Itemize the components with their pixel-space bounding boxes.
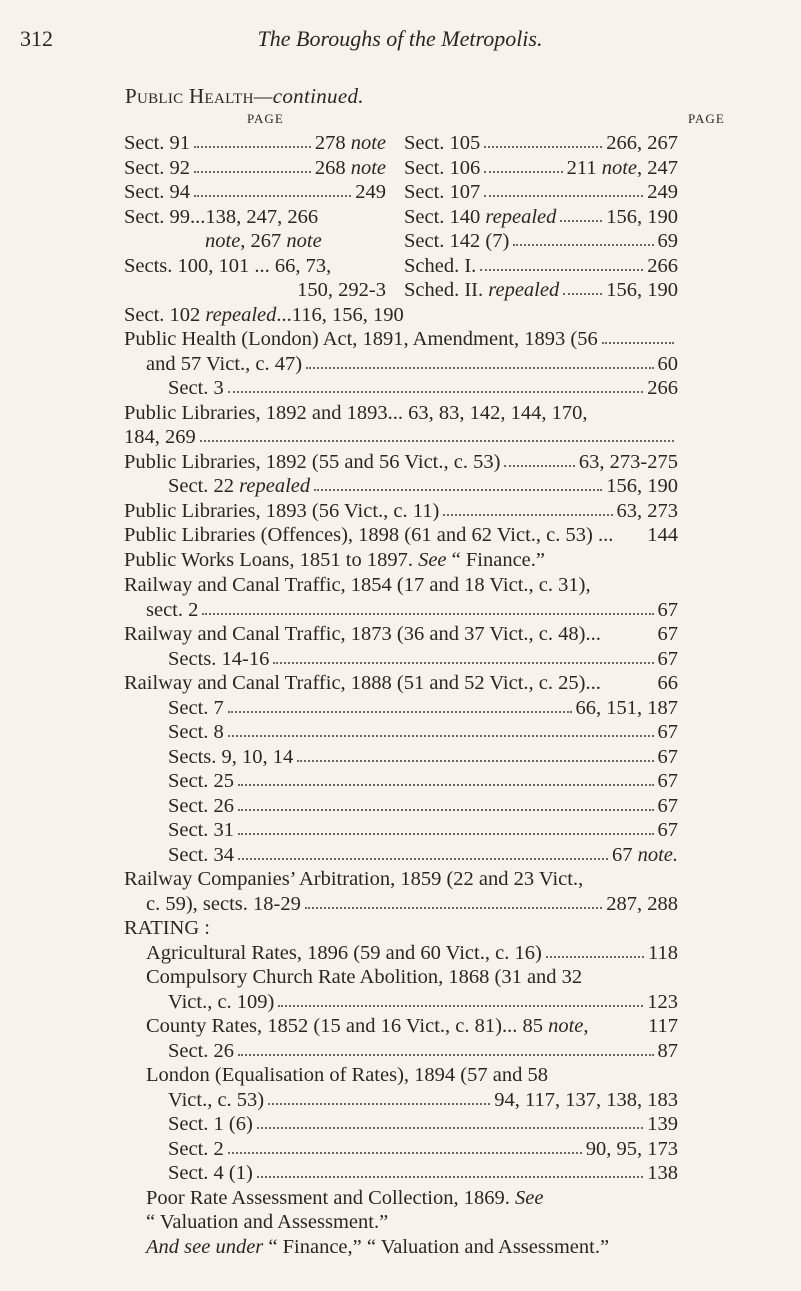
entry-label-part: Sect. 3 <box>168 377 224 399</box>
page-ref: 117 <box>648 1015 678 1037</box>
dot-leader <box>443 514 612 516</box>
entry-text: note <box>286 230 322 252</box>
dot-leader <box>228 711 572 713</box>
page-ref: , 247 <box>637 156 678 179</box>
page-ref: 249 <box>355 181 386 203</box>
entry-label-part: Sect. 105 <box>404 132 481 154</box>
entry-text: Railway Companies’ Arbitration, 1859 (22 and 23 Vict., <box>124 868 584 890</box>
entry-label-part: c. 59), sects. 18-29 <box>146 892 301 915</box>
page-ref: 287, 288 <box>606 892 678 915</box>
page-ref: 67 <box>657 598 678 621</box>
entry-text: Sect. 102 <box>124 303 206 326</box>
dot-leader <box>480 269 643 271</box>
entry-label-part: Sect. 7 <box>168 696 224 719</box>
page-ref: 90, 95, 173 <box>585 1137 678 1160</box>
page-ref: note <box>345 132 386 154</box>
page-ref: 156, 190 <box>606 475 678 497</box>
dot-leader <box>194 146 311 148</box>
page-number: 312 <box>20 26 53 51</box>
entry-pages <box>606 275 678 305</box>
dot-leader <box>273 662 653 664</box>
dot-leader <box>228 735 654 737</box>
page-ref: 67 <box>657 647 678 670</box>
dot-leader <box>560 220 602 222</box>
entry-label-part: Sect. 8 <box>168 721 224 743</box>
entry-text: See <box>514 1186 544 1209</box>
dot-leader <box>305 907 602 909</box>
entry-text: note <box>205 230 241 252</box>
entry-label-part: Sect. 92 <box>124 156 191 179</box>
dot-leader <box>228 391 643 393</box>
dot-leader <box>200 440 674 442</box>
dot-leader <box>504 465 574 467</box>
page-ref: 249 <box>647 181 678 203</box>
index-entry <box>146 1232 678 1262</box>
entry-label-part: Railway and Canal Traffic, 1888 (51 and 52 Vict., c. 25)... <box>124 672 601 694</box>
entry-text: Public Libraries, 1892 and 1893... 63, 83, 142, 144, 170, <box>124 401 588 424</box>
entry-text: “ Finance.” <box>446 548 545 571</box>
page-ref: 118 <box>648 941 678 964</box>
entry-label-part: County Rates, 1852 (15 and 16 Vict., c. 81)... 85 <box>146 1015 549 1037</box>
entry-label-part: Vict., c. 53) <box>168 1088 265 1111</box>
dot-leader <box>202 613 653 615</box>
entry-text: Railway and Canal Traffic, 1854 (17 and 18 Vict., c. 31), <box>124 574 591 596</box>
dot-leader <box>228 1152 582 1154</box>
entry-text: And see under <box>146 1235 264 1258</box>
entry-label-part: Vict., c. 109) <box>168 990 275 1013</box>
dot-leader <box>238 858 608 860</box>
entry-text: ...116, 156, 190 <box>276 303 404 326</box>
entry-label-part: Sects. 14-16 <box>168 647 270 670</box>
right-column-page-head: PAGE <box>688 111 725 126</box>
running-title: The Boroughs of the Metropolis. <box>257 26 543 51</box>
dot-leader <box>257 1127 643 1129</box>
entry-text: London (Equalisation of Rates), 1894 (57 and 58 <box>146 1064 548 1086</box>
page-ref: note. <box>632 843 678 866</box>
entry-label-part: Sect. 140 <box>404 205 486 228</box>
page-ref: 266 <box>647 254 678 277</box>
entry-label-part: repealed <box>485 205 557 228</box>
entry-label-part: Sect. 94 <box>124 181 191 203</box>
left-column-page-head: PAGE <box>247 111 284 126</box>
page-ref: 266 <box>647 377 678 399</box>
page-ref: 138 <box>647 1162 678 1184</box>
page-ref: 156, 190 <box>606 205 678 228</box>
entry-text: “ Finance,” “ Valuation and Assessment.” <box>263 1235 610 1258</box>
entry-label-part: Sect. 4 (1) <box>168 1162 253 1184</box>
dot-leader <box>546 956 644 958</box>
entry-text: Public Works Loans, 1851 to 1897. <box>124 548 419 571</box>
page-ref: 156, 190 <box>606 279 678 301</box>
page-ref: 266, 267 <box>606 132 678 154</box>
page-ref: 63, 273 <box>616 499 678 522</box>
entry-label-part: 184, 269 <box>124 426 196 448</box>
entry-label-part: Sect. 34 <box>168 843 235 866</box>
dot-leader <box>257 1176 643 1178</box>
entry-label-part: Sect. 25 <box>168 770 235 792</box>
section-heading <box>125 84 364 109</box>
page-ref: 67 <box>657 819 678 841</box>
page-ref: 67 <box>611 843 633 866</box>
entry-text: Sects. 100, 101 ... 66, 73, <box>124 254 332 277</box>
entry-label-part: Sect. 106 <box>404 156 481 179</box>
page-ref: 69 <box>657 230 678 252</box>
entry-text: See <box>418 548 447 571</box>
entry-label-part: note <box>548 1015 584 1037</box>
page-ref: 139 <box>647 1113 678 1135</box>
dot-leader <box>238 784 653 786</box>
page-header <box>20 26 780 66</box>
page-ref: 211 <box>566 156 597 179</box>
page-ref: 66, 151, 187 <box>575 696 678 719</box>
entry-label-part: Public Health (London) Act, 1891, Amendment, 1893 (56 <box>124 328 598 350</box>
page-ref: note <box>345 156 386 179</box>
dot-leader <box>513 244 653 246</box>
page-ref: 67 <box>657 745 678 768</box>
page-ref: 67 <box>657 623 678 645</box>
entry-label-part: Sect. 26 <box>168 794 235 817</box>
entry-label-part: sect. 2 <box>146 598 199 621</box>
dot-leader <box>278 1005 643 1007</box>
page-ref: 278 <box>314 132 346 154</box>
page-ref: 66 <box>657 672 678 694</box>
entry-label-part: Sched. II. <box>404 279 489 301</box>
entry-text: Compulsory Church Rate Abolition, 1868 (31 and 32 <box>146 966 583 988</box>
entry-label-part: repealed <box>488 279 560 301</box>
entry-label-part: Sched. I. <box>404 254 477 277</box>
entry-label-part: Public Libraries, 1892 (55 and 56 Vict., c. 53) <box>124 450 501 473</box>
dot-leader <box>484 171 562 173</box>
page-ref: 268 <box>314 156 346 179</box>
page-ref: 67 <box>657 794 678 817</box>
page-ref: 60 <box>657 352 678 375</box>
entry-label-part: Sect. 91 <box>124 132 191 154</box>
dot-leader <box>306 367 653 369</box>
page-ref: 63, 273-275 <box>578 450 678 473</box>
page-ref: 67 <box>657 770 678 792</box>
dot-leader <box>484 146 602 148</box>
entry-text: RATING : <box>124 917 210 939</box>
dot-leader <box>238 809 653 811</box>
entry-text: repealed <box>205 303 277 326</box>
dot-leader <box>563 293 602 295</box>
entry-label-part: Sects. 9, 10, 14 <box>168 745 294 768</box>
dot-leader <box>314 489 602 491</box>
entry-text: “ Valuation and Assessment.” <box>146 1211 389 1233</box>
entry-label-part: Sect. 22 <box>168 475 240 497</box>
entry-label-part: and 57 Vict., c. 47) <box>146 352 303 375</box>
section-continued: —continued. <box>253 84 364 108</box>
page-ref: 94, 117, 137, 138, 183 <box>494 1088 678 1111</box>
entry-text: Poor Rate Assessment and Collection, 1869. <box>146 1186 515 1209</box>
page-ref: 67 <box>657 721 678 743</box>
page-ref: 87 <box>657 1039 678 1062</box>
entry-label-part: Sect. 31 <box>168 819 235 841</box>
dot-leader <box>238 1054 653 1056</box>
page-ref: 144 <box>647 524 678 546</box>
page-ref: 123 <box>647 990 678 1013</box>
dot-leader <box>194 171 311 173</box>
dot-leader <box>238 833 653 835</box>
entry-label-part: Sect. 142 (7) <box>404 230 510 252</box>
entry-label-part: Sect. 107 <box>404 181 481 203</box>
entry-text: 150, 292-3 <box>297 279 386 301</box>
entry-label-part: Sect. 2 <box>168 1137 224 1160</box>
entry-label-part: repealed <box>239 475 311 497</box>
entry-label-part: Sect. 1 (6) <box>168 1113 253 1135</box>
entry-label-part: Railway and Canal Traffic, 1873 (36 and 37 Vict., c. 48)... <box>124 623 601 645</box>
dot-leader <box>268 1103 490 1105</box>
dot-leader <box>194 195 351 197</box>
entry-label-part: , <box>583 1015 589 1037</box>
dot-leader <box>484 195 643 197</box>
entry-text: Sect. 99...138, 247, 266 <box>124 205 319 228</box>
entry-label-part: Sect. 26 <box>168 1039 235 1062</box>
entry-text: , 267 <box>240 230 287 252</box>
page-ref: note <box>596 156 637 179</box>
entry-label-part: Agricultural Rates, 1896 (59 and 60 Vict., c. 16) <box>146 941 542 964</box>
entry-label-part: Public Libraries (Offences), 1898 (61 and 62 Vict., c. 53) ... <box>124 524 614 546</box>
section-title: Public Health <box>125 84 254 108</box>
dot-leader <box>602 342 674 344</box>
dot-leader <box>297 760 653 762</box>
entry-label-part: Public Libraries, 1893 (56 Vict., c. 11) <box>124 499 440 522</box>
